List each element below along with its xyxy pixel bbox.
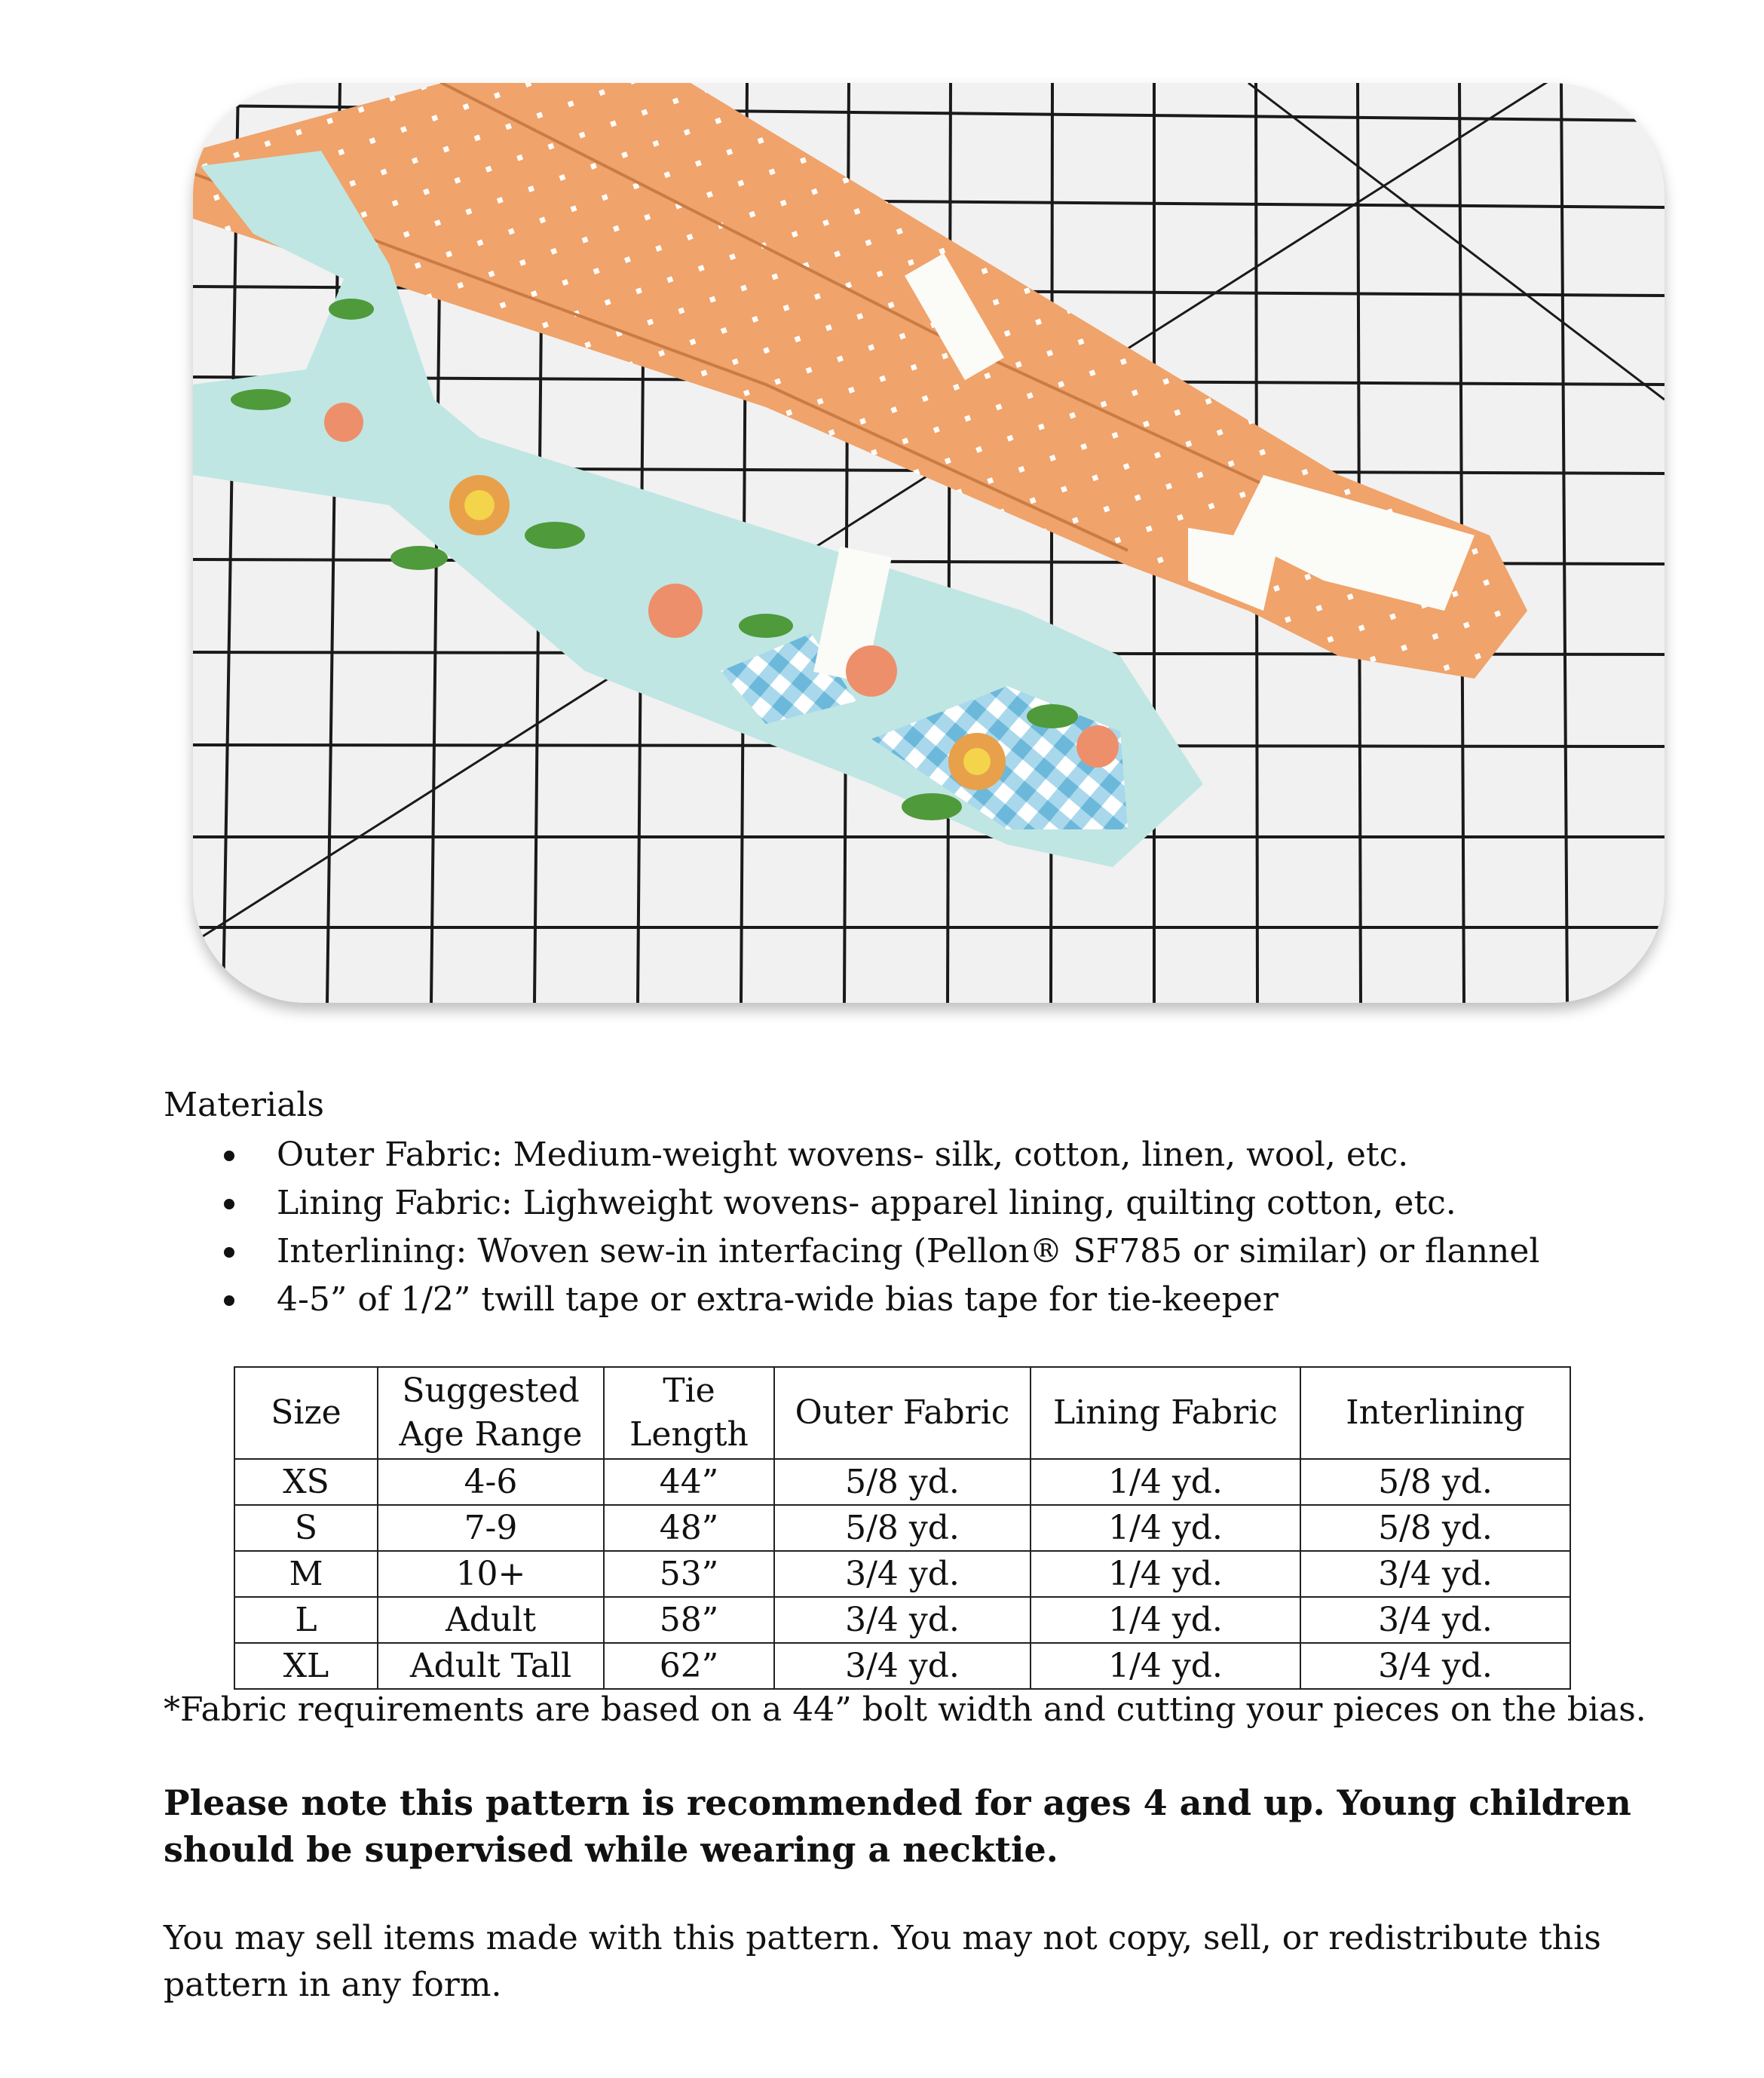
materials-heading: Materials [164,1086,324,1124]
materials-list [164,1131,1539,1324]
license-text: You may sell items made with this pattern. You may not copy, sell, or redistribute this pattern in any form. [164,1919,1601,2004]
cell-size: M [234,1551,378,1597]
header-length-line1: Tie [663,1372,715,1410]
header-interlining: Interlining [1300,1367,1570,1459]
neckties-photo [193,83,1664,1003]
cell-age: Adult [378,1597,604,1643]
header-size: Size [234,1367,378,1459]
cell-length: 44” [604,1459,774,1505]
cell-age: 10+ [378,1551,604,1597]
fabric-footnote: *Fabric requirements are based on a 44” bolt width and cutting your pieces on the bias. [164,1690,1646,1729]
cell-interlining: 5/8 yd. [1300,1505,1570,1551]
table-row [234,1597,1570,1643]
table-row [234,1505,1570,1551]
cell-length: 62” [604,1643,774,1689]
list-item: Interlining: Woven sew-in interfacing (Pellon® SF785 or similar) or flannel [164,1227,1539,1276]
cell-outer: 5/8 yd. [774,1505,1031,1551]
cell-size: XS [234,1459,378,1505]
cell-outer: 3/4 yd. [774,1643,1031,1689]
table-row [234,1643,1570,1689]
cell-interlining: 3/4 yd. [1300,1551,1570,1597]
cell-lining: 1/4 yd. [1031,1459,1300,1505]
cell-lining: 1/4 yd. [1031,1505,1300,1551]
cell-lining: 1/4 yd. [1031,1551,1300,1597]
cell-outer: 5/8 yd. [774,1459,1031,1505]
cell-outer: 3/4 yd. [774,1597,1031,1643]
cell-interlining: 3/4 yd. [1300,1597,1570,1643]
header-tie-length [604,1367,774,1459]
age-notice: Please note this pattern is recommended for ages 4 and up. Young children should be supervised while wearing a necktie. [164,1782,1631,1870]
cell-outer: 3/4 yd. [774,1551,1031,1597]
fabric-requirements-table [234,1366,1571,1690]
cell-size: L [234,1597,378,1643]
header-age-range [378,1367,604,1459]
cell-lining: 1/4 yd. [1031,1597,1300,1643]
cell-interlining: 3/4 yd. [1300,1643,1570,1689]
list-item: Outer Fabric: Medium-weight wovens- silk, cotton, linen, wool, etc. [164,1131,1539,1179]
cell-lining: 1/4 yd. [1031,1643,1300,1689]
cell-length: 48” [604,1505,774,1551]
header-age-line1: Suggested [402,1372,580,1410]
cell-age: 4-6 [378,1459,604,1505]
list-item: 4-5” of 1/2” twill tape or extra-wide bias tape for tie-keeper [164,1276,1539,1324]
header-lining-fabric: Lining Fabric [1031,1367,1300,1459]
list-item: Lining Fabric: Lighweight wovens- apparel lining, quilting cotton, etc. [164,1179,1539,1227]
cell-length: 53” [604,1551,774,1597]
cell-interlining: 5/8 yd. [1300,1459,1570,1505]
table-row [234,1459,1570,1505]
cell-age: 7-9 [378,1505,604,1551]
cell-age: Adult Tall [378,1643,604,1689]
header-age-line2: Age Range [399,1415,583,1454]
neckties-illustration [193,83,1664,1003]
header-outer-fabric: Outer Fabric [774,1367,1031,1459]
cell-size: S [234,1505,378,1551]
cell-length: 58” [604,1597,774,1643]
table-row [234,1551,1570,1597]
cell-size: XL [234,1643,378,1689]
table-header-row [234,1367,1570,1459]
header-length-line2: Length [629,1415,749,1454]
